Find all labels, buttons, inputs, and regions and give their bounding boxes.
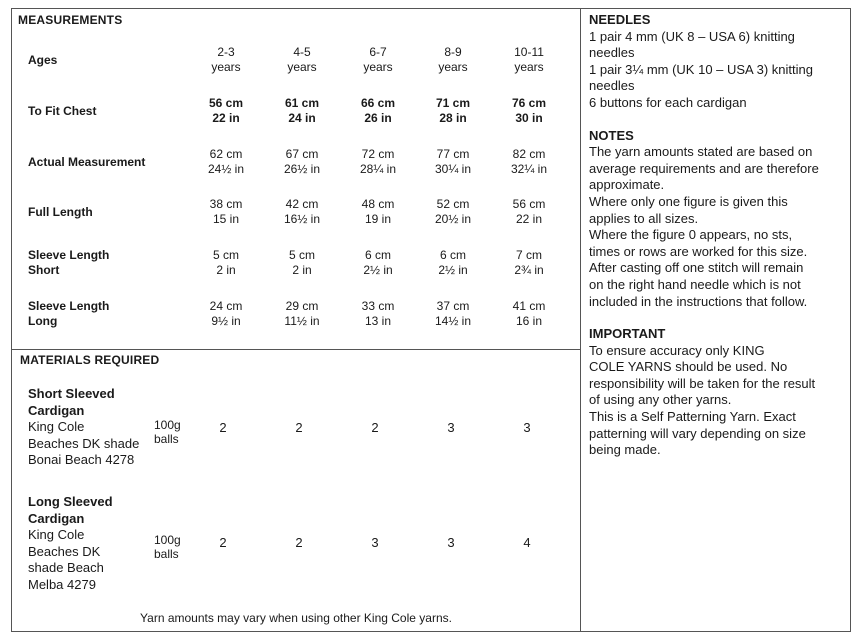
- measurement-cell: 29 cm 11½ in: [284, 299, 320, 328]
- measurement-cell: 7 cm 2¾ in: [514, 248, 544, 277]
- notes-line: approximate.: [589, 177, 665, 193]
- measurement-row-label: Sleeve Length Short: [28, 248, 110, 277]
- notes-line: times or rows are worked for this size.: [589, 243, 808, 259]
- material-heading: Short Sleeved Cardigan: [28, 386, 115, 418]
- measurement-cell: 56 cm 22 in: [208, 96, 244, 125]
- measurement-row-label: Full Length: [28, 205, 93, 219]
- notes-line: on the right hand needle which is not: [589, 276, 801, 292]
- needles-text: [589, 29, 847, 112]
- measurement-row-label: Ages: [28, 53, 58, 67]
- important-line: patterning will vary depending on size: [589, 425, 806, 441]
- measurement-cell: 48 cm 19 in: [361, 197, 395, 226]
- important-text: [589, 343, 847, 459]
- material-quantity: 3: [447, 535, 455, 550]
- notes-line: Where the figure 0 appears, no sts,: [589, 227, 793, 243]
- notes-title: NOTES: [589, 127, 634, 143]
- notes-line: applies to all sizes.: [589, 210, 699, 226]
- measurement-cell: 10-11 years: [514, 45, 544, 74]
- material-yarn: King Cole Beaches DK shade Bonai Beach 4278: [28, 419, 140, 467]
- material-quantity: 2: [219, 535, 227, 550]
- measurement-cell: 72 cm 28¼ in: [359, 147, 397, 176]
- measurement-cell: 6-7 years: [363, 45, 393, 74]
- material-unit: 100g balls: [154, 418, 181, 446]
- measurement-cell: 56 cm 22 in: [512, 197, 546, 226]
- measurement-cell: 37 cm 14½ in: [434, 299, 472, 328]
- measurement-cell: 41 cm 16 in: [512, 299, 546, 328]
- materials-title: MATERIALS REQUIRED: [20, 353, 160, 367]
- measurement-cell: 61 cm 24 in: [284, 96, 320, 125]
- needles-line: needles: [589, 78, 635, 94]
- notes-line: Where only one figure is given this: [589, 193, 788, 209]
- notes-line: included in the instructions that follow.: [589, 293, 808, 309]
- material-description: [28, 386, 153, 469]
- measurements-title: MEASUREMENTS: [18, 13, 123, 27]
- section-divider: [11, 349, 581, 350]
- material-quantity: 2: [295, 420, 303, 435]
- needles-line: 1 pair 4 mm (UK 8 – USA 6) knitting: [589, 28, 795, 44]
- measurement-cell: 62 cm 24½ in: [207, 147, 245, 176]
- material-quantity: 2: [371, 420, 379, 435]
- notes-line: The yarn amounts stated are based on: [589, 144, 813, 160]
- measurement-cell: 6 cm 2½ in: [438, 248, 468, 277]
- needles-title: NEEDLES: [589, 12, 651, 27]
- measurement-cell: 5 cm 2 in: [212, 248, 239, 277]
- measurement-cell: 4-5 years: [287, 45, 317, 74]
- important-line: To ensure accuracy only KING: [589, 342, 765, 358]
- material-quantity: 3: [447, 420, 455, 435]
- measurement-cell: 2-3 years: [211, 45, 241, 74]
- notes-line: average requirements and are therefore: [589, 160, 819, 176]
- important-line: COLE YARNS should be used. No: [589, 359, 788, 375]
- measurement-cell: 24 cm 9½ in: [209, 299, 243, 328]
- right-column: [589, 12, 847, 459]
- material-heading: Long Sleeved Cardigan: [28, 494, 113, 526]
- needles-line: 6 buttons for each cardigan: [589, 94, 747, 110]
- material-quantity: 2: [295, 535, 303, 550]
- measurement-cell: 6 cm 2½ in: [363, 248, 393, 277]
- important-line: of using any other yarns.: [589, 392, 732, 408]
- measurement-cell: 82 cm 32¼ in: [510, 147, 548, 176]
- measurement-cell: 71 cm 28 in: [435, 96, 471, 125]
- important-line: This is a Self Patterning Yarn. Exact: [589, 409, 796, 425]
- material-quantity: 3: [371, 535, 379, 550]
- notes-text: [589, 144, 847, 310]
- measurement-cell: 38 cm 15 in: [209, 197, 243, 226]
- material-quantity: 4: [523, 535, 531, 550]
- important-title: IMPORTANT: [589, 326, 666, 342]
- needles-line: needles: [589, 45, 635, 61]
- measurement-row-label: To Fit Chest: [28, 104, 97, 118]
- measurement-cell: 8-9 years: [438, 45, 468, 74]
- measurement-cell: 52 cm 20½ in: [434, 197, 472, 226]
- needles-line: 1 pair 3¼ mm (UK 10 – USA 3) knitting: [589, 61, 813, 77]
- measurement-row-label: Actual Measurement: [28, 155, 146, 169]
- material-unit: 100g balls: [154, 533, 181, 561]
- notes-line: After casting off one stitch will remain: [589, 260, 804, 276]
- measurement-cell: 42 cm 16½ in: [283, 197, 321, 226]
- measurement-cell: 67 cm 26½ in: [283, 147, 321, 176]
- important-line: responsibility will be taken for the result: [589, 375, 816, 391]
- measurement-row-label: Sleeve Length Long: [28, 299, 110, 328]
- yarn-footnote: Yarn amounts may vary when using other King Cole yarns.: [140, 611, 452, 625]
- material-yarn: King Cole Beaches DK shade Beach Melba 4279: [28, 527, 104, 592]
- important-line: being made.: [589, 442, 661, 458]
- measurement-cell: 33 cm 13 in: [361, 299, 395, 328]
- measurement-cell: 66 cm 26 in: [360, 96, 396, 125]
- measurement-cell: 5 cm 2 in: [288, 248, 315, 277]
- material-description: [28, 494, 153, 593]
- column-divider: [580, 8, 581, 632]
- measurement-cell: 77 cm 30¼ in: [434, 147, 472, 176]
- material-quantity: 3: [523, 420, 531, 435]
- measurement-cell: 76 cm 30 in: [511, 96, 547, 125]
- material-quantity: 2: [219, 420, 227, 435]
